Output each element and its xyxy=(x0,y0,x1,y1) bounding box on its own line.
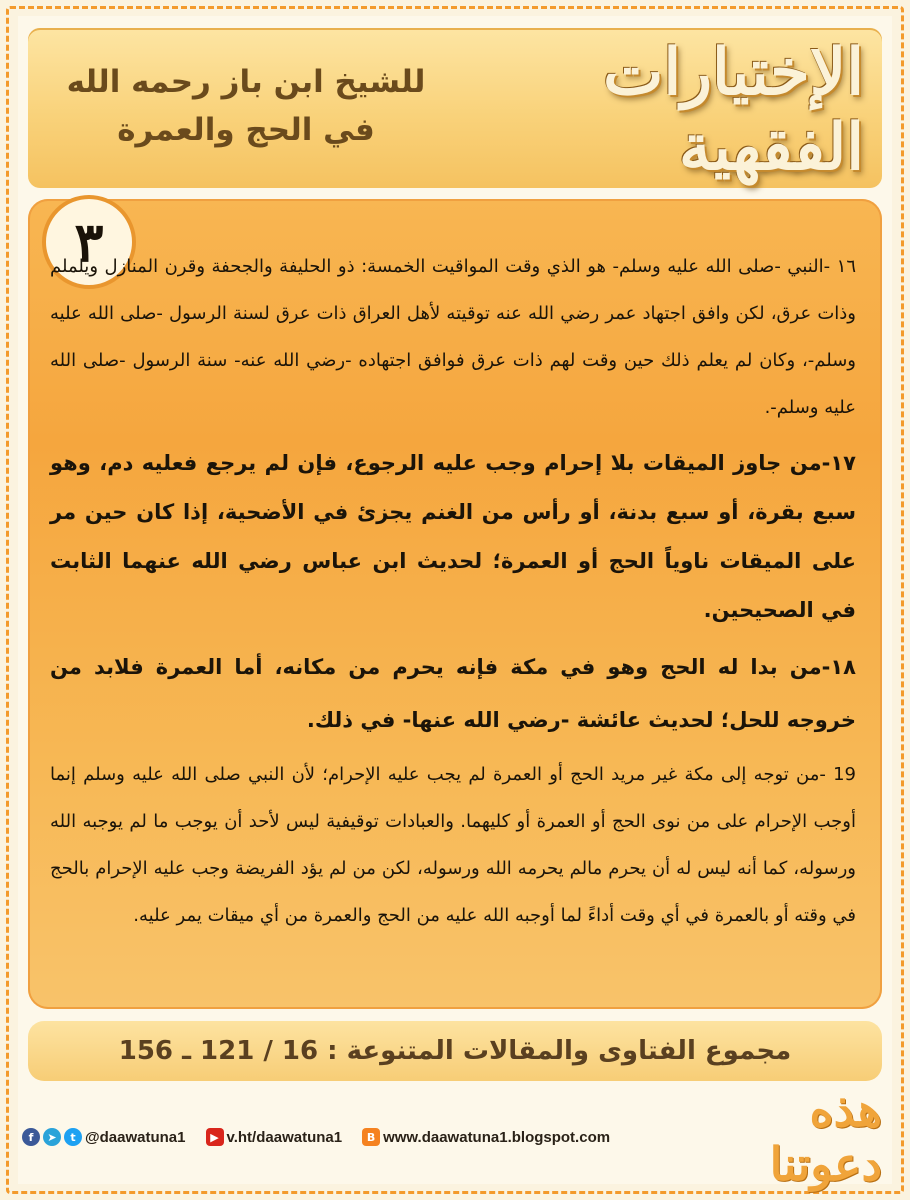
footer-bar xyxy=(18,1083,892,1191)
youtube-link-group[interactable] xyxy=(206,1128,343,1146)
part-number-badge: ٣ xyxy=(42,195,136,289)
subtitle-topic: في الحج والعمرة xyxy=(117,112,375,148)
paragraph-19: 19 -من توجه إلى مكة غير مريد الحج أو العمرة لم يجب عليه الإحرام؛ لأن النبي صلى الله عليه وسلم إنما أوجب الإحرام على من نوى الحج أو العمرة أو كليهما. والعبادات توقيفية ليس لأحد أن يوجب ما لم يوجبه الله ورسوله، كما أنه ليس له أن يحرم مالم يحرمه الله ورسوله، لكن من لم يؤد الفريضة وجب عليه الإحرام بالحج في وقته أو بالعمرة في أي وقت أداءً لما أوجبه الله عليه من الحج والعمرة من أي ميقات يمر عليه. xyxy=(50,764,856,926)
page xyxy=(18,16,892,1191)
telegram-icon[interactable]: ➤ xyxy=(43,1128,61,1146)
blog-link-group[interactable] xyxy=(362,1128,610,1146)
header-subtitle xyxy=(46,58,446,154)
blogger-icon[interactable]: B xyxy=(362,1128,380,1146)
twitter-icon[interactable]: t xyxy=(64,1128,82,1146)
header-banner xyxy=(28,28,882,188)
blog-link-text[interactable]: www.daawatuna1.blogspot.com xyxy=(383,1128,611,1146)
youtube-link-text[interactable]: v.ht/daawatuna1 xyxy=(226,1128,343,1146)
content-panel xyxy=(28,199,882,1009)
paragraph-18: ١٨-من بدا له الحج وهو في مكة فإنه يحرم من مكانه، أما العمرة فلابد من خروجه للحل؛ لحديث عائشة -رضي الله عنها- في ذلك. xyxy=(50,655,856,732)
subtitle-author: للشيخ ابن باز رحمه الله xyxy=(66,64,426,100)
paragraph-16: ١٦ -النبي -صلى الله عليه وسلم- هو الذي وقت المواقيت الخمسة: ذو الحليفة والجحفة وقرن المنازل ويلملم وذات عرق، لكن وافق اجتهاد عمر رضي الله عنه توقيته لأهل العراق ذات عرق لسنة الرسول -صلى الله عليه وسلم-، وكان لم يعلم ذلك حين وقت لهم ذات عرق فوافق اجتهاده -رضي الله عنه- سنة الرسول -صلى الله عليه وسلم-. xyxy=(50,256,856,418)
social-links xyxy=(22,1120,682,1154)
social-handle-text[interactable]: @daawatuna1 xyxy=(85,1128,186,1146)
source-reference: مجموع الفتاوى والمقالات المتنوعة : 16 / 121 ـ 156 xyxy=(28,1021,882,1081)
paragraph-17: ١٧-من جاوز الميقات بلا إحرام وجب عليه الرجوع، فإن لم يرجع فعليه دم، وهو سبع بقرة، أو سبع بدنة، أو رأس من الغنم يجزئ في الأضحية، إذا كان حين مر على الميقات ناوياً الحج أو العمرة؛ لحديث ابن عباس رضي الله عنهما الثابت في الصحيحين. xyxy=(50,451,856,622)
facebook-icon[interactable]: f xyxy=(22,1128,40,1146)
youtube-icon[interactable]: ▶ xyxy=(206,1128,224,1146)
calligraphy-title: الإختيارات الفقهية xyxy=(603,35,864,185)
content-body xyxy=(50,243,856,939)
daawatuna-logo: هذه دعوتنا xyxy=(769,1083,882,1191)
social-handle-group[interactable] xyxy=(22,1128,186,1146)
